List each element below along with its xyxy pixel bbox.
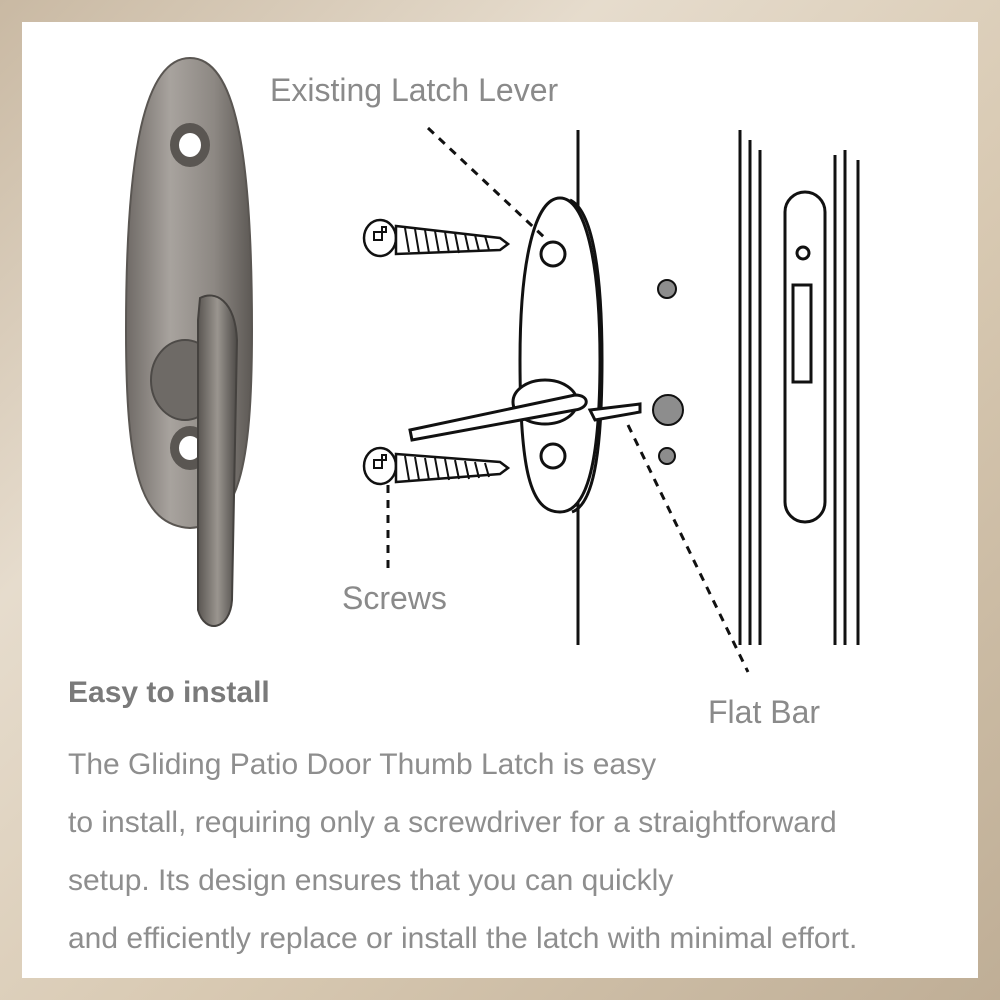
- screw-top: [364, 220, 508, 256]
- thumb-latch-product-image: [126, 58, 252, 626]
- screw-bottom: [364, 448, 508, 484]
- description-line-1: The Gliding Patio Door Thumb Latch is easy: [68, 748, 657, 781]
- flat-bar-label: Flat Bar: [708, 694, 821, 730]
- description-line-3: setup. Its design ensures that you can quickly: [68, 864, 674, 897]
- existing-latch-lever-label: Existing Latch Lever: [270, 72, 559, 108]
- section-heading: Easy to install: [68, 676, 270, 709]
- keeper-plate: [785, 192, 825, 522]
- door-holes: [653, 280, 683, 464]
- description-line-4: and efficiently replace or install the latch with minimal effort.: [68, 922, 858, 955]
- description-line-2: to install, requiring only a screwdriver for a straightforward: [68, 806, 837, 839]
- screws-label: Screws: [342, 580, 447, 616]
